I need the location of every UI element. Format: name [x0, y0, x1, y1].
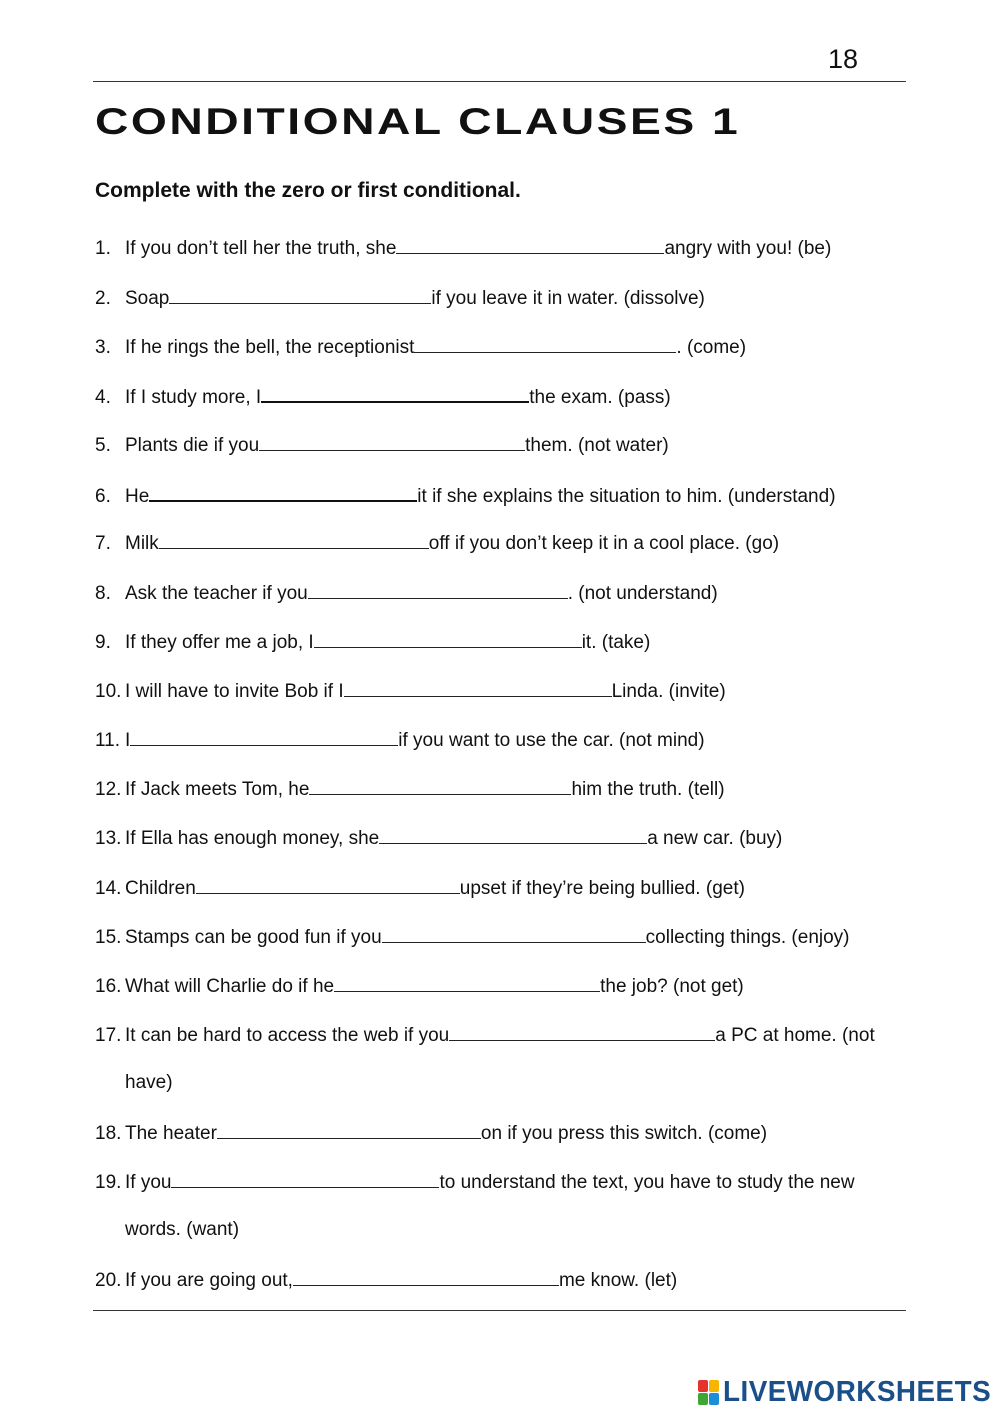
item-number: 4. — [95, 387, 111, 408]
exercise-item — [95, 629, 650, 655]
item-text-after: them. (not water) — [525, 435, 669, 456]
item-text-before: Children — [125, 878, 196, 899]
item-number: 1. — [95, 238, 111, 259]
item-number: 15. — [95, 927, 122, 948]
exercise-item — [95, 776, 725, 802]
item-text-after: on if you press this switch. (come) — [480, 1123, 768, 1144]
exercise-item — [95, 235, 831, 261]
answer-blank[interactable] — [396, 235, 664, 254]
item-text-after: it. (take) — [581, 632, 651, 653]
item-number: 12. — [95, 779, 122, 800]
item-text-before: If you — [125, 1172, 172, 1193]
exercise-item — [95, 875, 745, 901]
item-text-before: I will have to invite Bob if I — [125, 681, 344, 702]
item-text-after: . (not understand) — [567, 583, 718, 604]
liveworksheets-logo — [698, 1376, 1000, 1409]
item-number: 19. — [95, 1172, 122, 1193]
item-text-after: collecting things. (enjoy) — [645, 927, 850, 948]
answer-blank[interactable] — [308, 580, 568, 599]
item-number: 7. — [95, 533, 111, 554]
item-text-after: angry with you! (be) — [664, 238, 832, 259]
answer-blank[interactable] — [217, 1120, 481, 1139]
item-text-before: If you are going out, — [125, 1270, 293, 1291]
item-continuation: have) — [125, 1072, 173, 1093]
item-text-after: off if you don’t keep it in a cool place. (go) — [428, 533, 780, 554]
top-divider — [93, 81, 906, 82]
item-text-after: a new car. (buy) — [647, 828, 783, 849]
answer-blank[interactable] — [196, 875, 460, 894]
exercise-item — [95, 1120, 767, 1146]
item-number: 18. — [95, 1123, 122, 1144]
exercise-item — [95, 1169, 855, 1195]
item-text-before: Soap — [125, 288, 170, 309]
answer-blank[interactable] — [130, 727, 398, 746]
answer-blank[interactable] — [169, 285, 431, 304]
item-text-after: Linda. (invite) — [611, 681, 726, 702]
item-text-before: The heater — [125, 1123, 217, 1144]
answer-blank[interactable] — [414, 334, 676, 353]
item-text-after: upset if they’re being bullied. (get) — [459, 878, 745, 899]
exercise-item — [95, 973, 744, 999]
answer-blank[interactable] — [344, 678, 612, 697]
item-text-after: to understand the text, you have to study the new — [439, 1172, 855, 1193]
item-number: 5. — [95, 435, 111, 456]
item-text-before: Stamps can be good fun if you — [125, 927, 382, 948]
answer-blank[interactable] — [171, 1169, 439, 1188]
item-text-after: him the truth. (tell) — [571, 779, 725, 800]
page-number: 18 — [828, 44, 859, 74]
answer-blank[interactable] — [159, 530, 429, 549]
item-text-before: If Jack meets Tom, he — [125, 779, 310, 800]
item-text-after: the exam. (pass) — [529, 387, 671, 408]
exercise-item — [95, 383, 671, 410]
item-number: 3. — [95, 337, 111, 358]
worksheet-title: CONDITIONAL CLAUSES 1 — [95, 101, 741, 142]
item-number: 2. — [95, 288, 111, 309]
answer-blank[interactable] — [314, 629, 582, 648]
item-number: 9. — [95, 632, 111, 653]
item-number: 8. — [95, 583, 111, 604]
item-text-after: if you leave it in water. (dissolve) — [431, 288, 705, 309]
item-text-before: If he rings the bell, the receptionist — [125, 337, 415, 358]
item-text-before: What will Charlie do if he — [125, 976, 335, 997]
exercise-item — [95, 924, 850, 950]
answer-blank[interactable] — [293, 1267, 559, 1286]
exercise-item — [95, 1022, 875, 1048]
item-text-after: if you want to use the car. (not mind) — [398, 730, 705, 751]
item-text-before: If you don’t tell her the truth, she — [125, 238, 397, 259]
item-text-after: . (come) — [676, 337, 747, 358]
answer-blank[interactable] — [149, 482, 417, 502]
answer-blank[interactable] — [309, 776, 571, 795]
item-text-after: it if she explains the situation to him. (understand) — [417, 486, 836, 507]
item-text-before: Milk — [125, 533, 159, 554]
item-text-after: a PC at home. (not — [715, 1025, 875, 1046]
item-text-after: me know. (let) — [558, 1270, 678, 1291]
exercise-item — [95, 482, 836, 509]
bottom-divider — [93, 1310, 906, 1311]
item-number: 11. — [95, 730, 121, 751]
exercise-item — [95, 580, 718, 606]
item-text-before: Plants die if you — [125, 435, 260, 456]
item-number: 20. — [95, 1270, 122, 1291]
item-number: 6. — [95, 486, 111, 507]
exercise-item — [95, 285, 705, 311]
item-text-before: I — [125, 730, 131, 751]
exercise-item — [95, 334, 746, 360]
logo-mark-icon — [698, 1380, 720, 1406]
exercise-item — [95, 678, 726, 704]
item-text-before: If they offer me a job, I — [125, 632, 314, 653]
item-text-before: If Ella has enough money, she — [125, 828, 380, 849]
answer-blank[interactable] — [382, 924, 646, 943]
logo-text: LIVEWORKSHEETS — [723, 1376, 992, 1408]
answer-blank[interactable] — [334, 973, 600, 992]
answer-blank[interactable] — [379, 825, 647, 844]
item-continuation: words. (want) — [125, 1219, 240, 1240]
item-number: 17. — [95, 1025, 122, 1046]
answer-blank[interactable] — [261, 383, 529, 403]
item-text-before: He — [125, 486, 150, 507]
item-number: 14. — [95, 878, 122, 899]
item-number: 16. — [95, 976, 122, 997]
exercise-item — [95, 727, 705, 753]
item-text-before: It can be hard to access the web if you — [125, 1025, 450, 1046]
item-text-before: Ask the teacher if you — [125, 583, 308, 604]
item-number: 10. — [95, 681, 122, 702]
exercise-item — [95, 432, 669, 458]
exercise-item — [95, 1267, 677, 1293]
item-text-before: If I study more, I — [125, 387, 262, 408]
answer-blank[interactable] — [259, 432, 525, 451]
item-text-after: the job? (not get) — [600, 976, 744, 997]
instruction-text: Complete with the zero or first conditional. — [95, 179, 521, 202]
item-number: 13. — [95, 828, 122, 849]
exercise-item — [95, 530, 779, 556]
exercise-item — [95, 825, 782, 851]
answer-blank[interactable] — [449, 1022, 715, 1041]
